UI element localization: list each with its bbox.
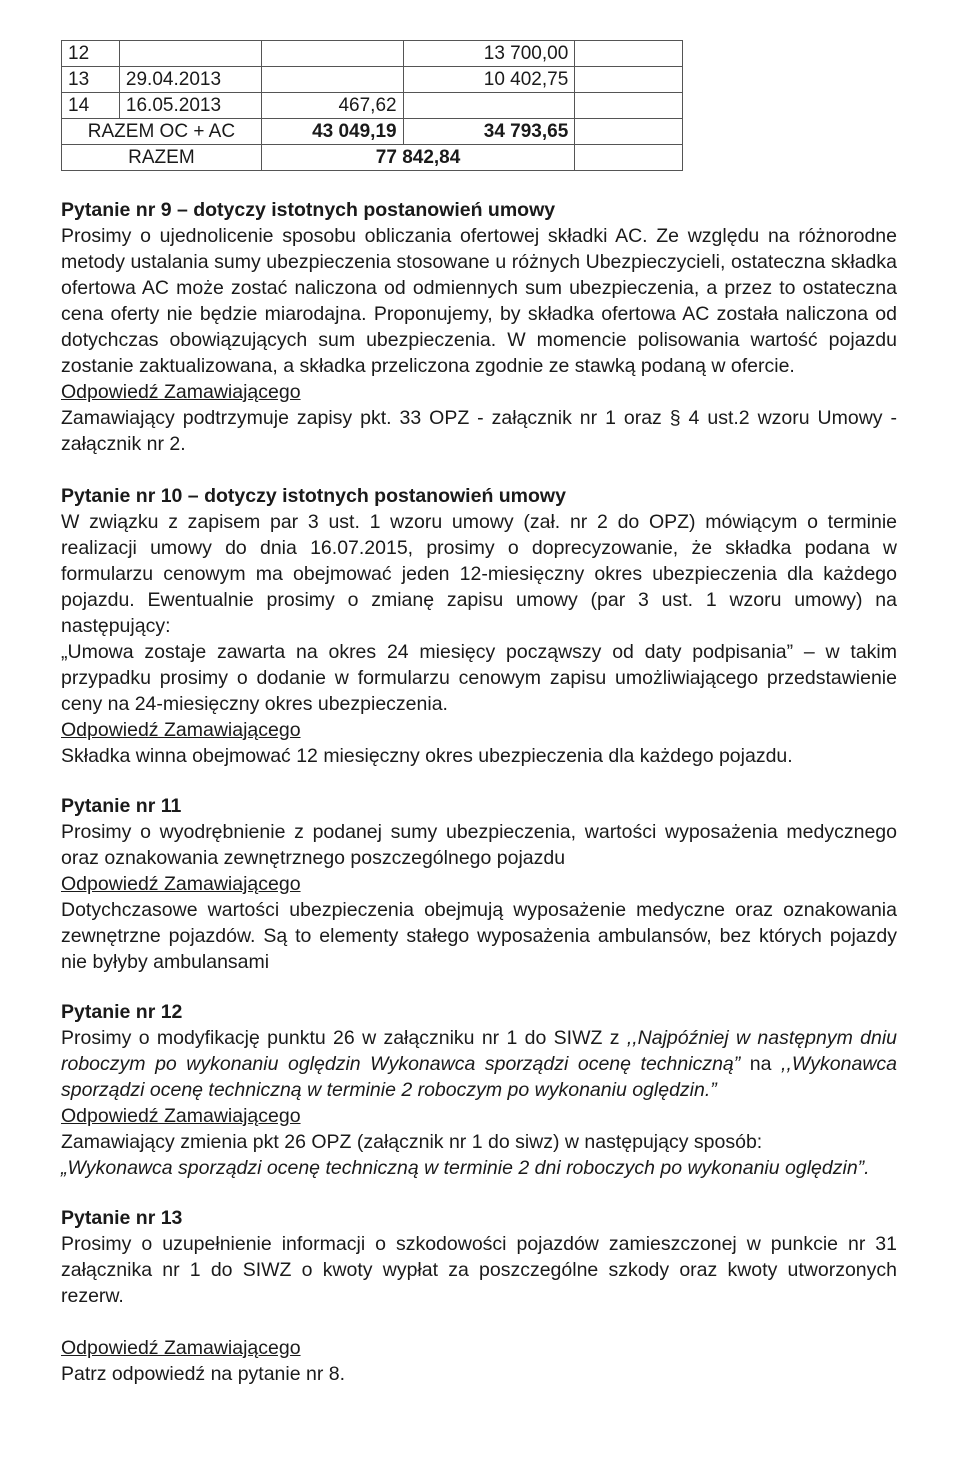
answer-quote-line	[61, 1155, 897, 1181]
question-9	[61, 197, 897, 457]
table-row-total-ocac	[62, 119, 683, 145]
total-ocac-label: RAZEM OC + AC	[62, 119, 262, 145]
answer-text: Patrz odpowiedź na pytanie nr 8.	[61, 1363, 346, 1385]
table-cell	[575, 41, 683, 67]
quoted-proposal: ,,Wykonawca sporządzi ocenę techniczną w terminie 2 roboczym po wykonaniu oględzin.”	[61, 1053, 897, 1101]
table-cell: 13	[62, 67, 120, 93]
question-title: Pytanie nr 10 – dotyczy istotnych postanowień umowy	[61, 485, 566, 507]
question-title: Pytanie nr 9 – dotyczy istotnych postanowień umowy	[61, 199, 556, 221]
question-text: Prosimy o ujednolicenie sposobu obliczania ofertowej składki AC. Ze względu na różnorodne metody ustalania sumy ubezpieczenia stosowane u różnych Ubezpieczycieli, ostateczna składka ofertowa AC może zostać naliczona od odmiennych sum ubezpieczenia, a przez to ostateczna cena oferty nie będzie miarodajna. Proponujemy, by składka ofertowa AC została naliczona od dotychczas obowiązujących sum ubezpieczenia. W momencie polisowania wartość pojazdu zostanie zaktualizowana, a składka przeliczona zgodnie ze stawką podaną w ofercie.	[61, 225, 897, 377]
total-oc-value: 43 049,19	[261, 119, 403, 145]
table-row	[62, 67, 683, 93]
question-text-2: „Umowa zostaje zawarta na okres 24 miesięcy począwszy od daty podpisania” – w takim przypadku prosimy o dodanie w formularzu cenowym zapisu umożliwiającego przedstawienie ceny na 24-miesięczny okres ubezpieczenia.	[61, 641, 897, 715]
table-cell	[261, 67, 403, 93]
table-cell: 16.05.2013	[119, 93, 261, 119]
answer-label: Odpowiedź Zamawiającego	[61, 381, 301, 403]
table-cell	[575, 67, 683, 93]
table-row	[62, 41, 683, 67]
question-title: Pytanie nr 12	[61, 1001, 183, 1023]
total-label: RAZEM	[62, 145, 262, 171]
table-cell	[575, 145, 683, 171]
answer-label: Odpowiedź Zamawiającego	[61, 1105, 301, 1127]
quoted-original: ,,Najpóźniej w następnym dniu roboczym po wykonaniu oględzin Wykonawca sporządzi ocenę techniczną”	[61, 1027, 898, 1075]
document-page	[61, 40, 897, 1387]
answer-label: Odpowiedź Zamawiającego	[61, 873, 301, 895]
question-text: W związku z zapisem par 3 ust. 1 wzoru umowy (zał. nr 2 do OPZ) mówiącym o terminie realizacji umowy do dnia 16.07.2015, prosimy o doprecyzowanie, że składka podana w formularzu cenowym ma obejmować jeden 12-miesięczny okres ubezpieczenia dla każdego pojazdu. Ewentualnie prosimy o zmianę zapisu umowy (par 3 ust. 1 wzoru umowy) na następujący:	[61, 511, 897, 637]
total-value: 77 842,84	[261, 145, 574, 171]
table-cell: 12	[62, 41, 120, 67]
question-10	[61, 483, 897, 769]
table-row-total	[62, 145, 683, 171]
question-13	[61, 1205, 897, 1387]
question-text: Prosimy o wyodrębnienie z podanej sumy ubezpieczenia, wartości wyposażenia medycznego oraz oznakowania zewnętrznego poszczególnego pojazdu	[61, 821, 897, 869]
table-cell	[261, 41, 403, 67]
question-title: Pytanie nr 11	[61, 795, 182, 817]
answer-text: Składka winna obejmować 12 miesięczny okres ubezpieczenia dla każdego pojazdu.	[61, 745, 793, 767]
table-cell: 467,62	[261, 93, 403, 119]
answer-text: Dotychczasowe wartości ubezpieczenia obejmują wyposażenie medyczne oraz oznakowania zewnętrzne pojazdów. Są to elementy stałego wyposażenia ambulansów, bez których pojazdy nie byłyby ambulansami	[61, 899, 897, 973]
question-text-part: na	[740, 1053, 782, 1075]
question-12	[61, 999, 897, 1181]
table-cell: 14	[62, 93, 120, 119]
question-text	[61, 1025, 897, 1103]
premium-table	[61, 40, 683, 171]
answer-quote: „Wykonawca sporządzi ocenę techniczną w terminie 2 dni roboczych po wykonaniu oględzin”.	[61, 1157, 870, 1179]
answer-label: Odpowiedź Zamawiającego	[61, 1337, 301, 1359]
question-text: Prosimy o uzupełnienie informacji o szkodowości pojazdów zamieszczonej w punkcie nr 31 załącznika nr 1 do SIWZ o kwoty wypłat za poszczególne szkody oraz kwoty utworzonych rezerw.	[61, 1233, 897, 1307]
table-cell	[575, 119, 683, 145]
answer-text: Zamawiający zmienia pkt 26 OPZ (załącznik nr 1 do siwz) w następujący sposób:	[61, 1131, 763, 1153]
table-row	[62, 93, 683, 119]
question-title: Pytanie nr 13	[61, 1207, 183, 1229]
table-cell: 29.04.2013	[119, 67, 261, 93]
answer-text: Zamawiający podtrzymuje zapisy pkt. 33 OPZ - załącznik nr 1 oraz § 4 ust.2 wzoru Umowy - załącznik nr 2.	[61, 407, 897, 455]
total-ac-value: 34 793,65	[403, 119, 575, 145]
table-cell	[119, 41, 261, 67]
table-cell	[575, 93, 683, 119]
table-cell	[403, 93, 575, 119]
table-cell: 10 402,75	[403, 67, 575, 93]
table-cell: 13 700,00	[403, 41, 575, 67]
question-text-part: Prosimy o modyfikację punktu 26 w załączniku nr 1 do SIWZ z	[61, 1027, 627, 1049]
question-11	[61, 793, 897, 975]
answer-label: Odpowiedź Zamawiającego	[61, 719, 301, 741]
